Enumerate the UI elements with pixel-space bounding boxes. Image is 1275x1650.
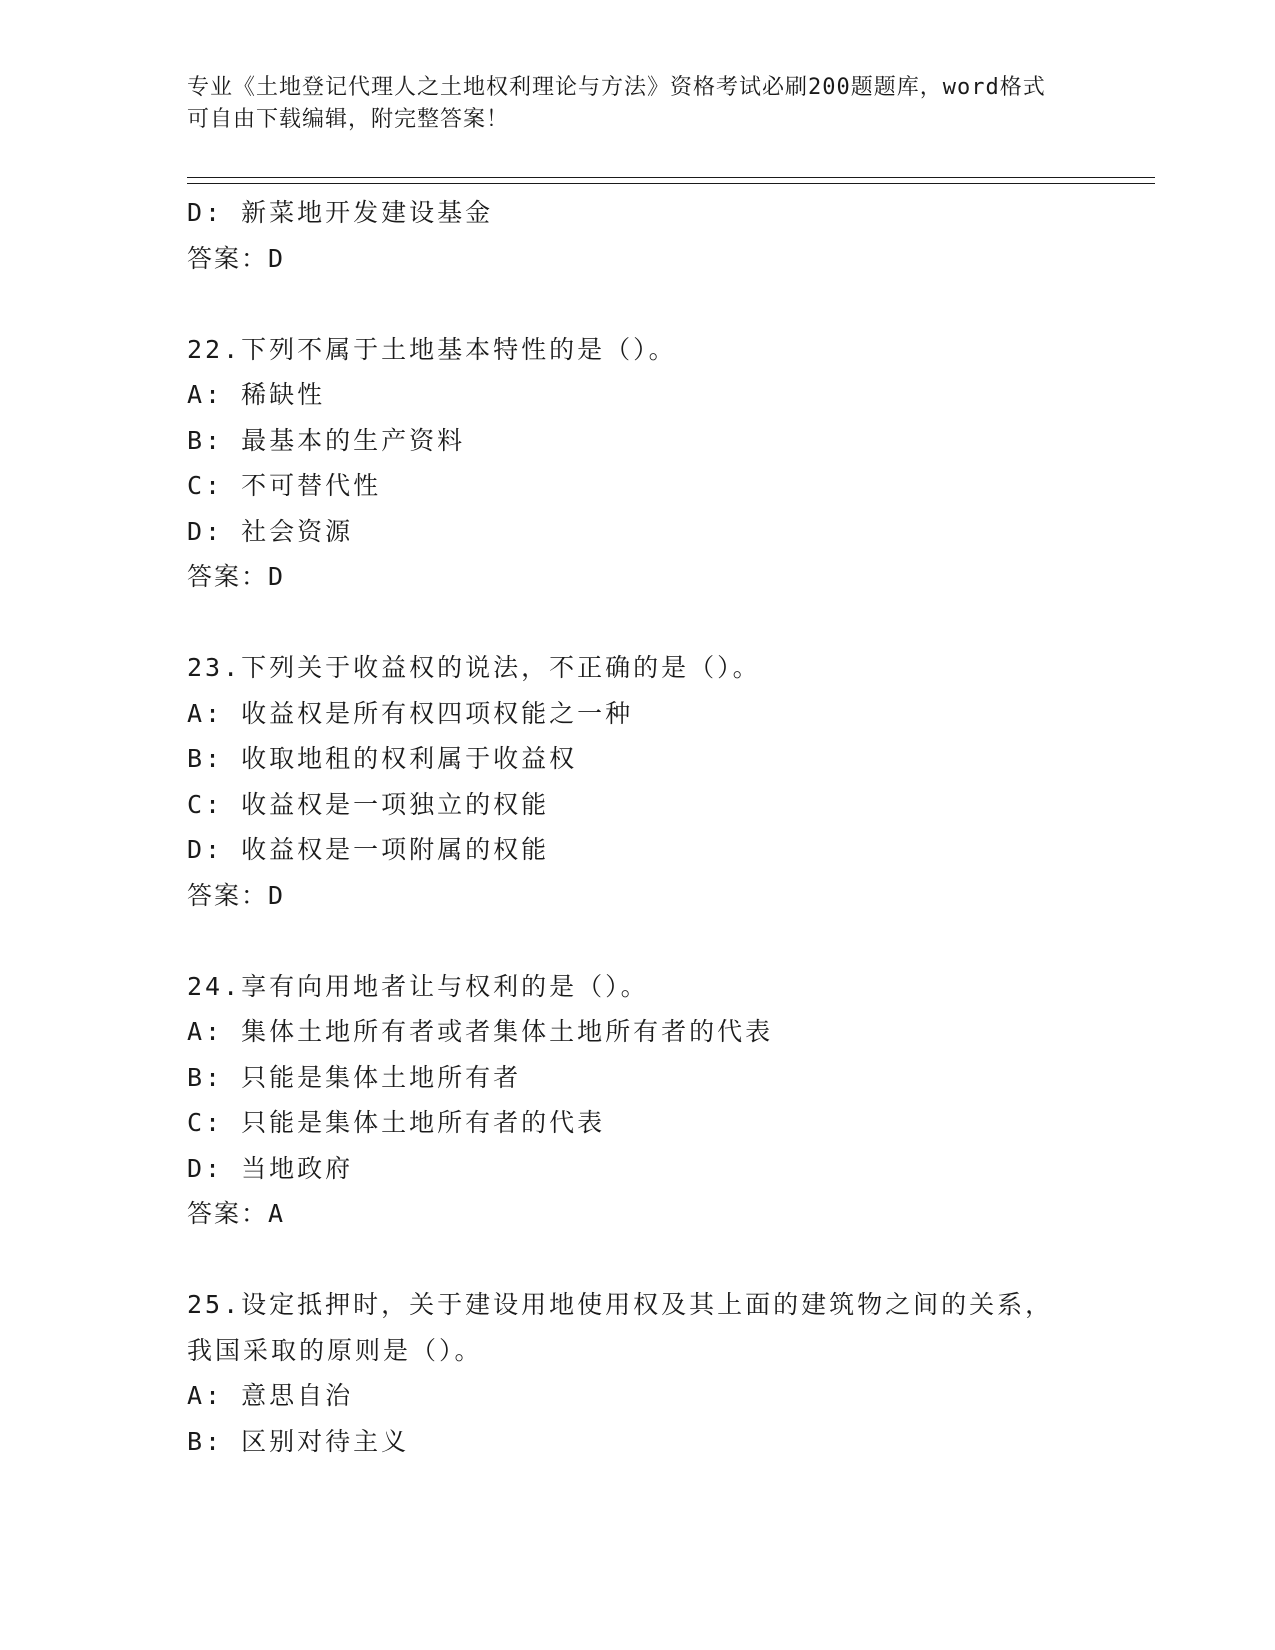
option-a: A: 收益权是所有权四项权能之一种	[187, 698, 634, 728]
option-b: B: 收取地租的权利属于收益权	[187, 744, 578, 773]
question-stem-line-1: 25.设定抵押时，关于建设用地使用权及其上面的建筑物之间的关系，	[187, 1290, 1054, 1319]
option-a: A: 稀缺性	[187, 380, 326, 409]
answer-line	[187, 873, 1087, 919]
header-divider-bottom	[187, 183, 1155, 184]
header-text: 专业《土地登记代理人之土地权利理论与方法》资格考试必刷200题题库，word格式可自由下载编辑，附完整答案！	[187, 75, 1046, 132]
option-d: D: 收益权是一项附属的权能	[187, 835, 550, 864]
question-list	[187, 190, 1087, 1464]
option-a: A: 意思自治	[187, 1381, 354, 1410]
answer-label: 答案：	[187, 562, 269, 591]
answer-value: D	[268, 880, 285, 910]
spacer	[187, 918, 1087, 964]
spacer	[187, 600, 1087, 646]
option-c: C: 不可替代性	[187, 471, 382, 500]
option-b: B: 区别对待主义	[187, 1426, 410, 1456]
question-stem-line-2: 我国采取的原则是（）。	[187, 1335, 483, 1365]
answer-label: 答案：	[187, 880, 269, 910]
answer-label: 答案：	[187, 1199, 269, 1228]
question-stem: 23.下列关于收益权的说法，不正确的是（）。	[187, 653, 761, 682]
option-c: C: 收益权是一项独立的权能	[187, 789, 550, 819]
option-b: B: 只能是集体土地所有者	[187, 1062, 522, 1092]
option-d: D: 当地政府	[187, 1153, 354, 1183]
document-header	[187, 72, 1067, 136]
option-d: D: 社会资源	[187, 516, 354, 546]
question-stem: 22.下列不属于土地基本特性的是（）。	[187, 334, 677, 364]
option-c: C: 只能是集体土地所有者的代表	[187, 1108, 606, 1137]
spacer	[187, 1237, 1087, 1283]
answer-line	[187, 236, 1087, 282]
header-divider-top	[187, 177, 1155, 178]
answer-line	[187, 554, 1087, 600]
answer-value: A	[268, 1199, 285, 1228]
spacer	[187, 281, 1087, 327]
answer-label: 答案：	[187, 243, 269, 273]
option-b: B: 最基本的生产资料	[187, 425, 466, 455]
answer-value: D	[268, 243, 285, 273]
answer-line	[187, 1191, 1087, 1237]
option-a: A: 集体土地所有者或者集体土地所有者的代表	[187, 1017, 774, 1046]
question-stem: 24.享有向用地者让与权利的是（）。	[187, 971, 649, 1001]
option-d: D: 新菜地开发建设基金	[187, 198, 494, 227]
answer-value: D	[268, 562, 285, 591]
